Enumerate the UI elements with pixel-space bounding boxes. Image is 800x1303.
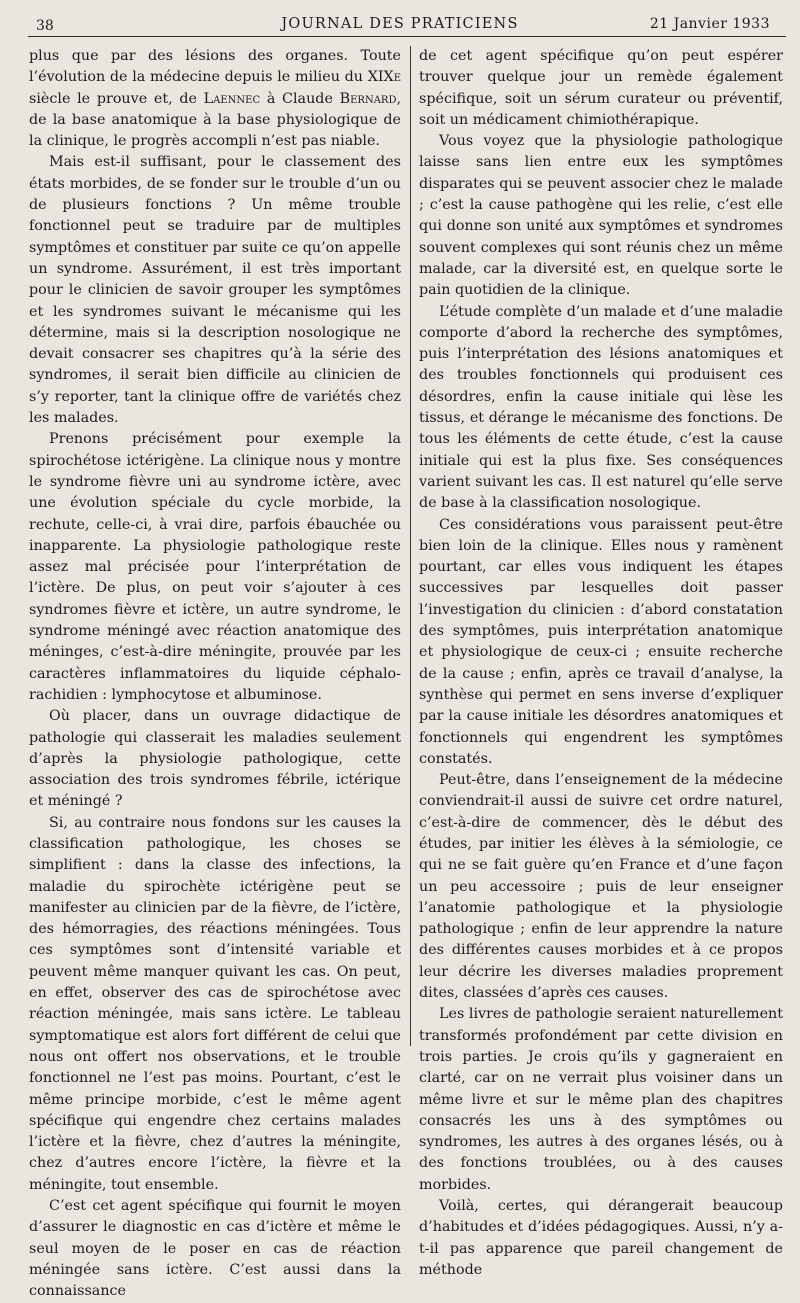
paragraph: Mais est-il suffisant, pour le classement des états morbides, de se fonder sur le trouble d’un ou de plusieurs fonctions ? Un même trouble fonctionnel peut se traduire par de multiples symptômes et constituer par suite ce qu’on appelle un syndrome. Assurément, il est très important pour le clinicien de savoir grouper les symptômes et les syndromes suivant le mécanisme qui les détermine, mais si la description nosologique ne devait consacrer ses chapitres qu’à la série des syndromes, il serait bien difficile au clinicien de s’y reporter, tant la clinique offre de variétés chez les malades. xyxy=(29,154,401,427)
right-column xyxy=(419,46,783,1281)
paragraph: L’étude complète d’un malade et d’une maladie comporte d’abord la recherche des symptômes, puis l’interprétation des lésions anatomiques et des troubles fonctionnels qui produisent ces désordres, enfin la cause initiale qui lèse les tissus, et dérange le mécanisme des fonctions. De tous les éléments de cette étude, c’est la cause initiale qui est la plus fixe. Ses conséquences varient suivant les cas. Il est naturel qu’elle serve de base à la classification nosologique. xyxy=(419,303,783,512)
paragraph: Peut-être, dans l’enseignement de la médecine conviendrait-il aussi de suivre cet ordre naturel, c’est-à-dire de commencer, dès le début des études, par initier les élèves à la sémiologie, ce qui ne se fait guère qu’en France et d’une façon un peu accessoire ; puis de leur enseigner l’anatomie pathologique et la physiologie pathologique ; enfin de leur apprendre la nature des différentes causes morbides et à ce propos leur décrire les diverses maladies proprement dites, classées d’après ces causes. xyxy=(419,772,783,1002)
paragraph: Voilà, certes, qui dérangerait beaucoup d’habitudes et d’idées pédagogiques. Aussi, n’y a-t-il pas apparence que pareil changement de méthode xyxy=(419,1198,783,1278)
paragraph-text: à Claude xyxy=(260,90,340,107)
paragraph-text: , de la base anatomique à la base physiologique de la clinique, le progrès accompli n’est pas niable. xyxy=(29,90,402,150)
century-text: XIXe xyxy=(367,69,401,86)
issue-date: 21 Janvier 1933 xyxy=(649,16,770,32)
page-number: 38 xyxy=(36,18,54,34)
author-name: Bernard xyxy=(339,90,397,107)
paragraph: Ces considérations vous paraissent peut-être bien loin de la clinique. Elles nous y ramènent pourtant, car elles vous indiquent les étapes successives par lesquelles doit passer l’investigation du clinicien : d’abord constatation des symptômes, puis interprétation anatomique et physiologique de ceux-ci ; ensuite recherche de la cause ; enfin, après ce travail d’analyse, la synthèse qui permet en sens inverse d’expliquer par la cause initiale les désordres anatomiques et fonctionnels qui engendrent les symptômes constatés. xyxy=(419,516,783,767)
paragraph-text: plus que par des lésions des organes. Toute l’évolution de la médecine depuis le milieu du xyxy=(29,48,401,86)
column-divider xyxy=(410,46,411,1046)
paragraph: Où placer, dans un ouvrage didactique de pathologie qui classerait les maladies seulement d’après la physiologie pathologique, cette association des trois syndromes fébrile, ictérique et méningé ? xyxy=(29,708,401,810)
paragraph-text: siècle le prouve et, de xyxy=(29,90,204,107)
paragraph xyxy=(29,46,401,152)
journal-title: JOURNAL DES PRATICIENS xyxy=(281,16,519,32)
paragraph: Vous voyez que la physiologie pathologique laisse sans lien entre eux les symptômes disparates qui se peuvent associer chez le malade ; c’est la cause pathogène qui les relie, c’est elle qui donne son unité aux symptômes et syndromes souvent complexes qui sont réunis chez un même malade, car la diversité est, en quelque sorte le pain quotidien de la clinique. xyxy=(419,133,783,299)
paragraph: C’est cet agent spécifique qui fournit le moyen d’assurer le diagnostic en cas d’ictère et même le seul moyen de le poser en cas de réaction méningée sans ictère. C’est aussi dans la connaissance xyxy=(29,1198,401,1300)
header-rule xyxy=(28,36,786,37)
author-name: Laennec xyxy=(203,90,261,107)
left-column xyxy=(29,46,401,1303)
paragraph: Si, au contraire nous fondons sur les causes la classification pathologique, les choses se simplifient : dans la classe des infections, la maladie du spirochète ictérigène peut se manifester au clinicien par de la fièvre, de l’ictère, des hémorragies, des réactions méningées. Tous ces symptômes sont d’intensité variable et peuvent même manquer quivant les cas. On peut, en effet, observer des cas de spirochétose avec réaction méningée, mais sans ictère. Le tableau symptomatique est alors fort différent de celui que nous ont offert nos observations, et le trouble fonctionnel ne l’est pas moins. Pourtant, c’est le même principe morbide, c’est le même agent spécifique qui engendre chez certains malades l’ictère et la fièvre, chez d’autres la méningite, chez d’autres encore l’ictère, la fièvre et la méningite, tout ensemble. xyxy=(29,814,401,1193)
paragraph: Les livres de pathologie seraient naturellement transformés profondément par cette division en trois parties. Je crois qu’ils y gagneraient en clarté, car on ne verrait plus voisiner dans un même livre et sur le même plan des chapitres consacrés les uns à des symptômes ou syndromes, les autres à des organes lésés, ou à des fonctions troublées, ou à des causes morbides. xyxy=(419,1006,783,1193)
paragraph: Prenons précisément pour exemple la spirochétose ictérigène. La clinique nous y montre le syndrome fièvre uni au syndrome ictère, avec une évolution spéciale du cycle morbide, la rechute, celle-ci, à vrai dire, parfois ébauchée ou inapparente. La physiologie pathologique reste assez mal précisée pour l’interprétation de l’ictère. De plus, on peut voir s’ajouter à ces syndromes fièvre et ictère, un autre syndrome, le syndrome méningé avec réaction anatomique des méninges, c’est-à-dire méningite, prouvée par les caractères inflammatoires du liquide céphalo-rachidien : lymphocytose et albuminose. xyxy=(29,431,401,703)
paragraph: de cet agent spécifique qu’on peut espérer trouver quelque jour un remède également spécifique, soit un sérum curateur ou préventif, soit un médicament chimiothérapique. xyxy=(419,48,783,128)
